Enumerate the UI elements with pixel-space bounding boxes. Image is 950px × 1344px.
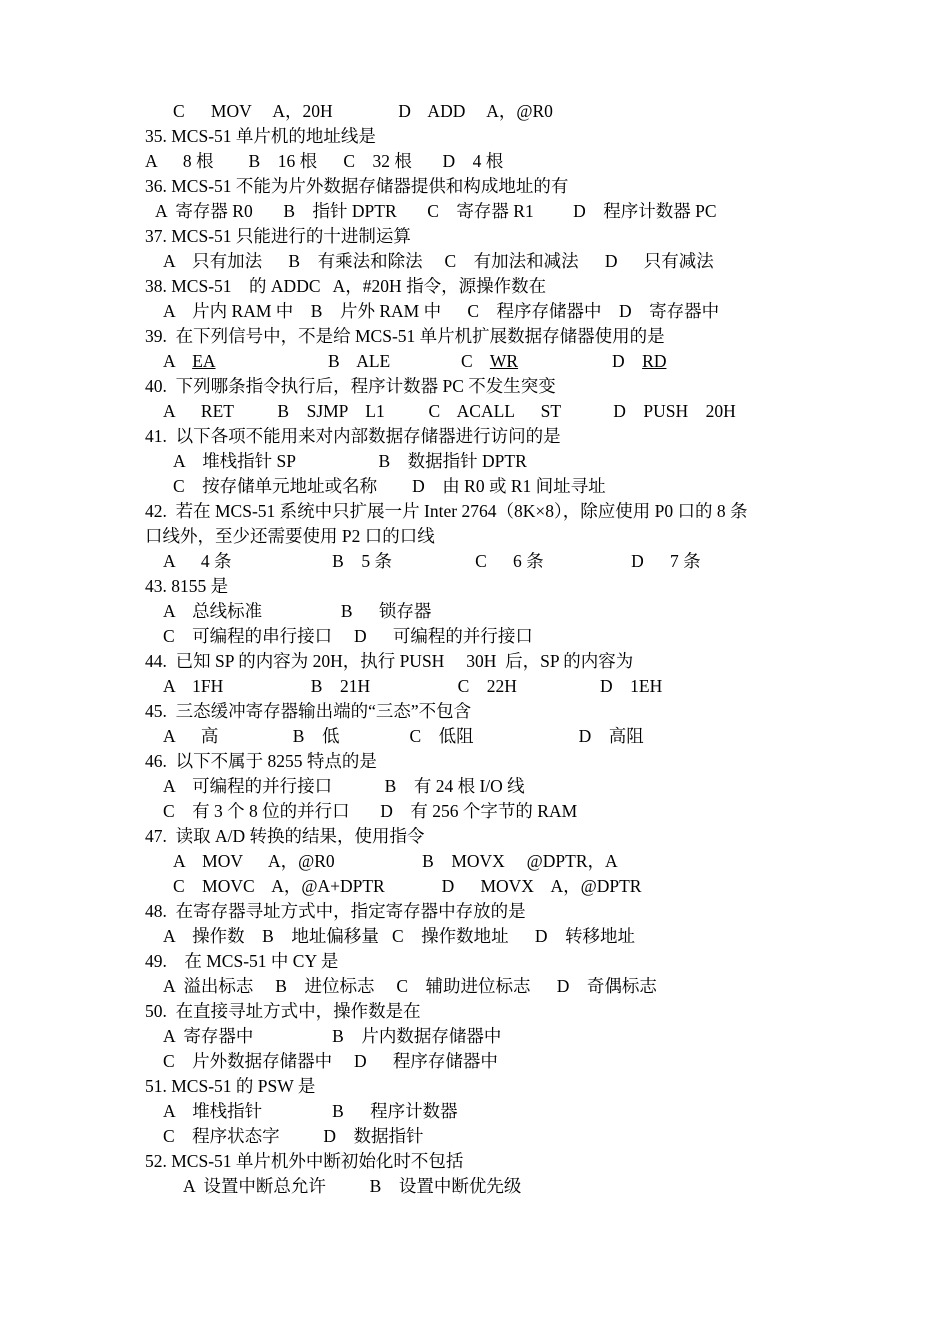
q50-question: 50. 在直接寻址方式中，操作数是在 xyxy=(145,1001,421,1021)
q39-option-b: B ALE xyxy=(328,351,391,371)
q51-options-ab: A 堆栈指针 B 程序计数器 xyxy=(163,1101,458,1121)
q41-options-cd: C 按存储单元地址或名称 D 由 R0 或 R1 间址寻址 xyxy=(173,476,606,496)
q46-options-ab: A 可编程的并行接口 B 有 24 根 I/O 线 xyxy=(163,776,525,796)
q38-question: 38. MCS-51 的 ADDC A，#20H 指令，源操作数在 xyxy=(145,276,547,296)
q47-options-ab: A MOV A，@R0 B MOVX @DPTR，A xyxy=(173,851,618,871)
q47-options-cd: C MOVC A，@A+DPTR D MOVX A，@DPTR xyxy=(173,876,642,896)
q51-options-cd: C 程序状态字 D 数据指针 xyxy=(163,1126,424,1146)
q37-question: 37. MCS-51 只能进行的十进制运算 xyxy=(145,226,411,246)
q42-question-cont: 口线外，至少还需要使用 P2 口的口线 xyxy=(145,526,435,546)
q45-options: A 高 B 低 C 低阻 D 高阻 xyxy=(163,726,644,746)
q47-question: 47. 读取 A/D 转换的结果，使用指令 xyxy=(145,826,425,846)
q43-question: 43. 8155 是 xyxy=(145,576,229,596)
q44-options: A 1FH B 21H C 22H D 1EH xyxy=(163,676,663,696)
q39-signal-rd: RD xyxy=(642,351,667,371)
q39-option-d xyxy=(612,350,666,372)
q36-options: A 寄存器 R0 B 指针 DPTR C 寄存器 R1 D 程序计数器 PC xyxy=(155,201,717,221)
q39-signal-wr: WR xyxy=(489,351,519,371)
q37-options: A 只有加法 B 有乘法和除法 C 有加法和减法 D 只有减法 xyxy=(163,251,714,271)
q35-options: A 8 根 B 16 根 C 32 根 D 4 根 xyxy=(145,151,504,171)
q52-options-ab: A 设置中断总允许 B 设置中断优先级 xyxy=(183,1176,522,1196)
q49-options: A 溢出标志 B 进位标志 C 辅助进位标志 D 奇偶标志 xyxy=(163,976,657,996)
q36-question: 36. MCS-51 不能为片外数据存储器提供和构成地址的有 xyxy=(145,176,569,196)
q42-question: 42. 若在 MCS-51 系统中只扩展一片 Inter 2764（8K×8），除应使用 P0 口的 8 条 xyxy=(145,501,748,521)
q39-option-d-prefix: D xyxy=(612,351,643,371)
q52-question: 52. MCS-51 单片机外中断初始化时不包括 xyxy=(145,1151,464,1171)
q48-question: 48. 在寄存器寻址方式中，指定寄存器中存放的是 xyxy=(145,901,526,921)
q35-question: 35. MCS-51 单片机的地址线是 xyxy=(145,126,376,146)
q45-question: 45. 三态缓冲寄存器输出端的“三态”不包含 xyxy=(145,701,472,721)
q39-option-a xyxy=(163,350,216,372)
q39-option-c xyxy=(461,350,518,372)
q44-question: 44. 已知 SP 的内容为 20H，执行 PUSH 30H 后，SP 的内容为 xyxy=(145,651,634,671)
q34-options-cd: C MOV A，20H D ADD A，@R0 xyxy=(173,101,553,121)
q48-options: A 操作数 B 地址偏移量 C 操作数地址 D 转移地址 xyxy=(163,926,636,946)
q41-options-ab: A 堆栈指针 SP B 数据指针 DPTR xyxy=(173,451,527,471)
q43-options-cd: C 可编程的串行接口 D 可编程的并行接口 xyxy=(163,626,533,646)
q40-question: 40. 下列哪条指令执行后，程序计数器 PC 不发生突变 xyxy=(145,376,556,396)
q39-question: 39. 在下列信号中，不是给 MCS-51 单片机扩展数据存储器使用的是 xyxy=(145,326,665,346)
q43-options-ab: A 总线标准 B 锁存器 xyxy=(163,601,432,621)
q40-options: A RET B SJMP L1 C ACALL ST D PUSH 20H xyxy=(163,401,736,421)
q39-signal-ea: EA xyxy=(192,351,216,371)
q50-options-ab: A 寄存器中 B 片内数据存储器中 xyxy=(163,1026,502,1046)
q46-options-cd: C 有 3 个 8 位的并行口 D 有 256 个字节的 RAM xyxy=(163,801,578,821)
q39-option-c-prefix: C xyxy=(461,351,490,371)
q39-option-a-prefix: A xyxy=(163,351,193,371)
q46-question: 46. 以下不属于 8255 特点的是 xyxy=(145,751,377,771)
q51-question: 51. MCS-51 的 PSW 是 xyxy=(145,1076,316,1096)
q49-question: 49. 在 MCS-51 中 CY 是 xyxy=(145,951,339,971)
q38-options: A 片内 RAM 中 B 片外 RAM 中 C 程序存储器中 D 寄存器中 xyxy=(163,301,720,321)
q50-options-cd: C 片外数据存储器中 D 程序存储器中 xyxy=(163,1051,498,1071)
q41-question: 41. 以下各项不能用来对内部数据存储器进行访问的是 xyxy=(145,426,561,446)
q42-options: A 4 条 B 5 条 C 6 条 D 7 条 xyxy=(163,551,701,571)
